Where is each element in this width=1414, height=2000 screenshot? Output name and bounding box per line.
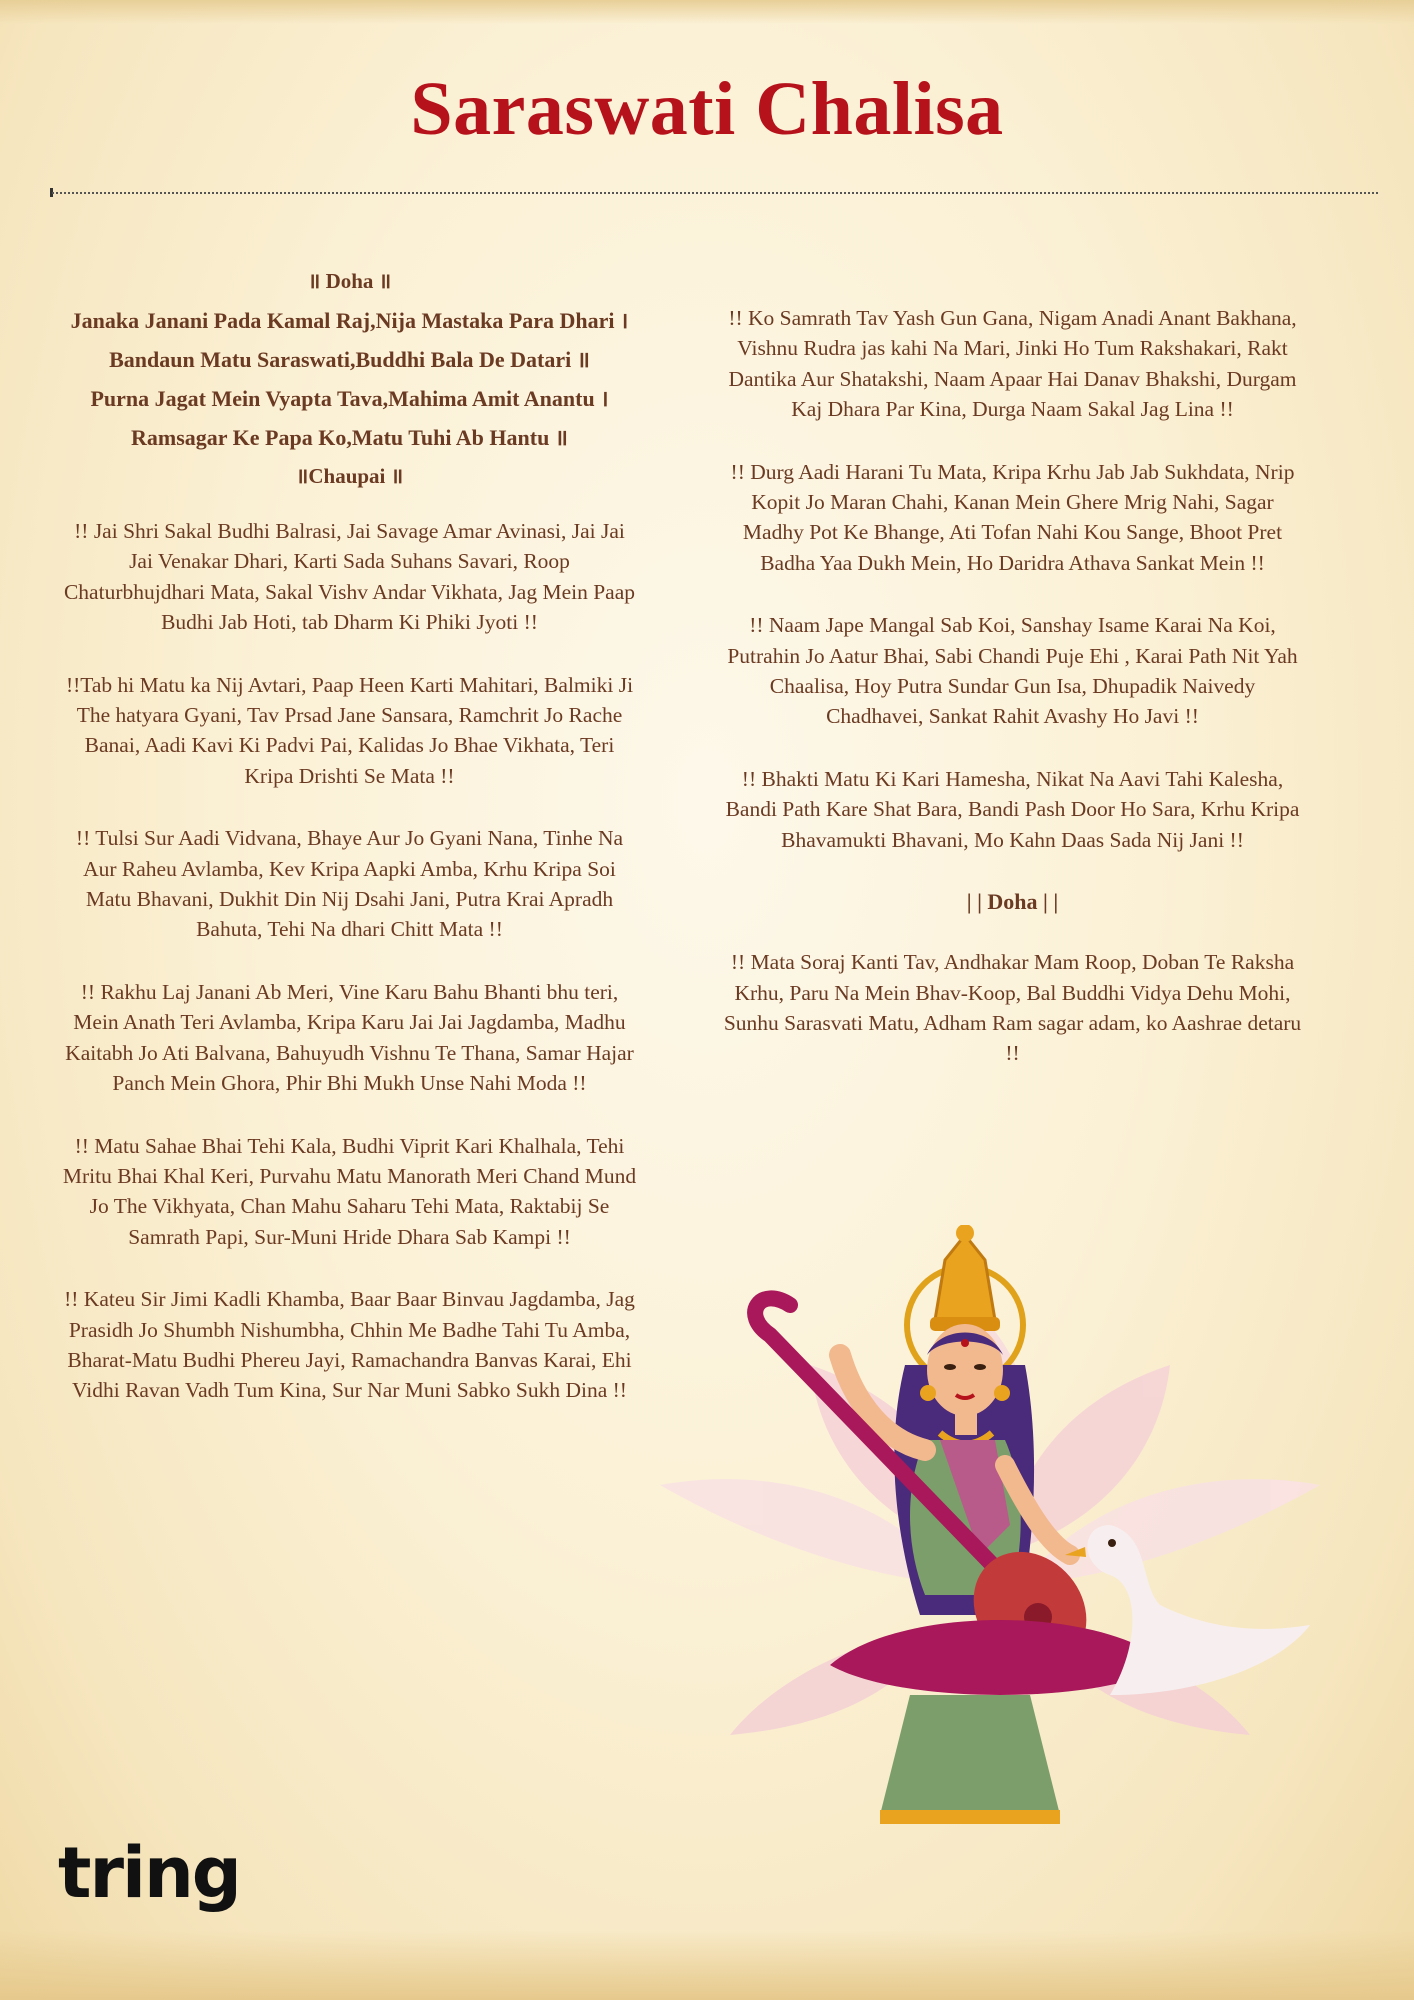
chaupai-verse-3: !! Tulsi Sur Aadi Vidvana, Bhaye Aur Jo Gyani Nana, Tinhe Na Aur Raheu Avlamba, Kev Kripa Aapki Amba, Krhu Kripa Soi Matu Bhavani, Dukhit Din Nij Dsahi Jani, Putra Krai Apradh Bahuta, Tehi Na dhari Chitt Mata !!: [75, 826, 624, 942]
paper-edge-bottom: [0, 1930, 1414, 2000]
left-column: [62, 262, 637, 1438]
closing-doha-verse: !! Mata Soraj Kanti Tav, Andhakar Mam Roop, Doban Te Raksha Krhu, Paru Na Mein Bhav-Koop, Bal Buddhi Vidya Dehu Mohi, Sunhu Sarasvati Matu, Adham Ram sagar adam, ko Aashrae detaru !!: [723, 950, 1302, 1066]
chaupai-verse-8: !! Durg Aadi Harani Tu Mata, Kripa Krhu Jab Jab Sukhdata, Nrip Kopit Jo Maran Chahi, Kanan Mein Ghere Mrig Nahi, Sagar Madhy Pot Ke Bhange, Ati Tofan Nahi Kou Sange, Bhoot Pret Badha Yaa Dukh Mein, Ho Daridra Athava Sankat Mein !!: [730, 459, 1295, 575]
chaupai-verse-5: !! Matu Sahae Bhai Tehi Kala, Budhi Viprit Kari Khalhala, Tehi Mritu Bhai Khal Keri, Purvahu Matu Manorath Meri Chand Mund Jo The Vikhyata, Chan Mahu Saharu Tehi Mata, Raktabij Se Samrath Papi, Sur-Muni Hride Dhara Sab Kampi !!: [62, 1133, 637, 1249]
paper-edge-top: [0, 0, 1414, 24]
doha-line-4: Ramsagar Ke Papa Ko,Matu Tuhi Ab Hantu ॥: [131, 425, 568, 450]
doha-line-1: Janaka Janani Pada Kamal Raj,Nija Mastaka Para Dhari ।: [70, 308, 629, 333]
chaupai-verse-1: !! Jai Shri Sakal Budhi Balrasi, Jai Savage Amar Avinasi, Jai Jai Jai Venakar Dhari, Karti Sada Suhans Savari, Roop Chaturbhujdhari Mata, Sakal Vishv Andar Vikhata, Jag Mein Paap Budhi Jab Hoti, tab Dharm Ki Phiki Jyoti !!: [63, 519, 636, 635]
chaupai-verse-2: !!Tab hi Matu ka Nij Avtari, Paap Heen Karti Mahitari, Balmiki Ji The hatyara Gyani, Tav Prsad Jane Sansara, Ramchrit Jo Rache Banai, Aadi Kavi Ki Padvi Pai, Kalidas Jo Bhae Vikhata, Teri Kripa Drishti Se Mata !!: [65, 672, 634, 788]
closing-doha-heading: | | Doha | |: [966, 889, 1059, 915]
page-title: Saraswati Chalisa: [410, 67, 1004, 151]
chaupai-verse-10: !! Bhakti Matu Ki Kari Hamesha, Nikat Na Aavi Tahi Kalesha, Bandi Path Kare Shat Bara, Bandi Pash Door Ho Sara, Krhu Kripa Bhavamukti Bhavani, Mo Kahn Daas Sada Nij Jani !!: [725, 766, 1300, 852]
right-column: [720, 303, 1305, 1101]
doha-line-3: Purna Jagat Mein Vyapta Tava,Mahima Amit Anantu ।: [90, 386, 609, 411]
saraswati-with-veena-and-swan-icon: [640, 1225, 1340, 1850]
chaupai-verse-9: !! Naam Jape Mangal Sab Koi, Sanshay Isame Karai Na Koi, Putrahin Jo Aatur Bhai, Sabi Chandi Puje Ehi , Karai Path Nit Yah Chaalisa, Hoy Putra Sundar Gun Isa, Dhupadik Naivedy Chadhavei, Sankat Rahit Avashy Ho Javi !!: [727, 613, 1298, 729]
tring-logo: tring: [58, 1832, 240, 1914]
chaupai-verse-7: !! Ko Samrath Tav Yash Gun Gana, Nigam Anadi Anant Bakhana, Vishnu Rudra jas kahi Na Mari, Jinki Ho Tum Rakshakari, Rakt Dantika Aur Shatakshi, Naam Apaar Hai Danav Bhakshi, Durgam Kaj Dhara Par Kina, Durga Naam Sakal Jag Lina !!: [728, 306, 1297, 422]
doha-heading: ॥ Doha ॥: [307, 269, 392, 293]
title-divider: [52, 192, 1378, 194]
chaupai-heading: ॥Chaupai ॥: [295, 464, 404, 488]
chaupai-verse-6: !! Kateu Sir Jimi Kadli Khamba, Baar Baar Binvau Jagdamba, Jag Prasidh Jo Shumbh Nishumbha, Chhin Me Badhe Tahi Tu Amba, Bharat-Matu Budhi Phereu Jayi, Ramachandra Banvas Karai, Ehi Vidhi Ravan Vadh Tum Kina, Sur Nar Muni Sabko Sukh Dina !!: [64, 1287, 635, 1403]
doha-line-2: Bandaun Matu Saraswati,Buddhi Bala De Datari ॥: [109, 347, 590, 372]
chaupai-verse-4: !! Rakhu Laj Janani Ab Meri, Vine Karu Bahu Bhanti bhu teri, Mein Anath Teri Avlamba, Kripa Karu Jai Jai Jagdamba, Madhu Kaitabh Jo Ati Balvana, Bahuyudh Vishnu Te Thana, Samar Hajar Panch Mein Ghora, Phir Bhi Mukh Unse Nahi Moda !!: [65, 979, 634, 1096]
